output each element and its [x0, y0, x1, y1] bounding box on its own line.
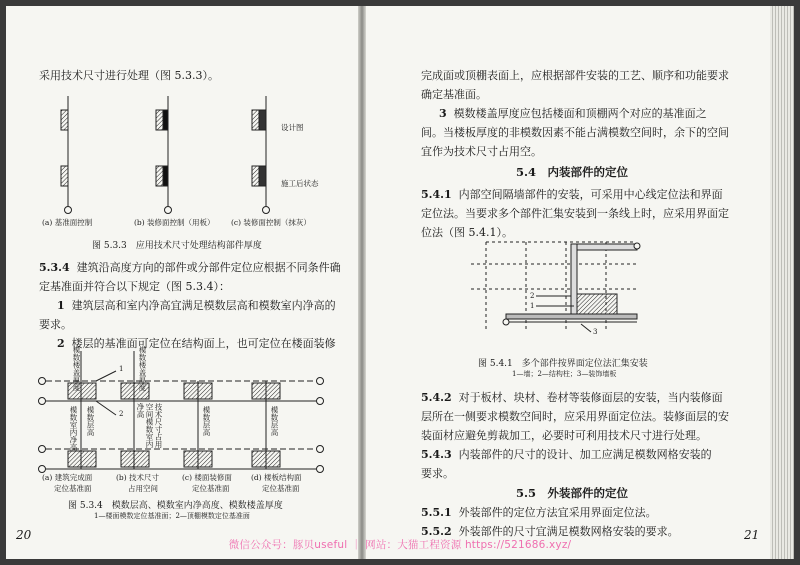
text: 内部空间隔墙部件的安装，可采用中心线定位法和界面: [458, 188, 723, 201]
clause-5-4-2-line3: 装面材应避免剪裁加工，必要时可利用技术尺寸进行处理。: [421, 429, 707, 442]
label-design: 设计图: [281, 123, 304, 132]
page-number-right: 21: [744, 528, 760, 542]
text: 外装部件的定位方法宜采用界面定位法。: [458, 506, 657, 519]
fig541-leader-3: 3: [593, 328, 598, 336]
item3-line1: [439, 104, 707, 123]
item3-line3: 宜作为技术尺寸占用空。: [421, 145, 542, 158]
clause-5-3-4-line1: [39, 258, 341, 277]
clause-5-4-3-line1: [421, 445, 712, 464]
fig541-leader-2: 2: [530, 292, 535, 300]
item3-line2: 间。当楼板厚度的非模数因素不能占满模数空间时，余下的空间: [421, 126, 729, 139]
leader-1: 1: [119, 365, 124, 373]
item-num: 2: [57, 337, 65, 350]
page-number-left: 20: [16, 528, 32, 542]
legend-5-4-1: 1—墙；2—结构柱；3—装饰墙板: [512, 370, 617, 378]
sub-d2-534: 定位基准面: [262, 484, 300, 493]
clause-num: 5.4.3: [421, 448, 452, 461]
sub-c2-534: 定位基准面: [192, 484, 230, 493]
sub-a-533: (a) 基准面控制: [42, 218, 93, 227]
clause-5-4-1-line1: [421, 185, 723, 204]
label-storey-c: 模数层高: [202, 406, 211, 436]
fig541-leader-1: 1: [530, 302, 535, 310]
book-spine: [358, 6, 366, 559]
clause-5-5-1: [421, 503, 657, 522]
clause-num: 5.3.4: [39, 261, 70, 274]
watermark-bottom: 微信公众号：豚贝useful ｜ 网站：大猫工程资源 https://521686.xyz/: [228, 539, 572, 551]
caption-5-3-4: 图 5.3.4 模数层高、模数室内净高度、模数楼盖厚度: [68, 501, 283, 511]
sub-b1-534: (b) 技术尺寸: [116, 473, 160, 482]
left-page: [6, 6, 358, 559]
clause-5-4-2-line2: 层所在一侧要求模数空间时，应采用界面定位法。装修面层的安: [421, 410, 729, 423]
text: 楼层的基准面可定位在结构面上，也可定位在楼面装修: [71, 337, 336, 350]
clause-num: 5.4.1: [421, 188, 452, 201]
clause-num: 5.5.2: [421, 525, 452, 538]
section-5-5-title: 5.5 外装部件的定位: [516, 486, 629, 500]
item1-line2: 要求。: [39, 318, 72, 331]
clause-5-4-2-line1: [421, 388, 723, 407]
clause-5-4-1-line3: 位法（图 5.4.1）。: [421, 226, 513, 239]
figure-5-3-4: [6, 351, 358, 471]
sub-b2-534: 占用空间: [128, 484, 158, 493]
sub-b-533: (b) 装修面控制（用板）: [134, 218, 215, 227]
page-edges: [770, 6, 794, 559]
label-storey-a: 模数层高: [86, 406, 95, 436]
label-tech-space: 技术尺寸占用空间模数室内净高: [136, 403, 163, 448]
text: 内装部件的尺寸的设计、加工应满足模数网格安装的: [458, 448, 712, 461]
label-floor-thickness-a: 模数楼盖厚度: [72, 346, 81, 391]
text: 建筑层高和室内净高宜满足模数层高和模数室内净高的: [71, 299, 336, 312]
line1: 完成面或顶棚表面上，应根据部件安装的工艺、顺序和功能要求: [421, 69, 729, 82]
line2: 确定基准面。: [421, 88, 487, 101]
figure-5-4-1: [366, 234, 770, 344]
caption-5-3-3: 图 5.3.3 应用技术尺寸处理结构部件厚度: [92, 241, 262, 251]
clause-5-3-4-line2: 定基准面并符合以下规定（图 5.3.4）：: [39, 280, 230, 293]
clause-5-4-1-line2: 定位法。当要求多个部件汇集安装到一条线上时，应采用界面定: [421, 207, 729, 220]
text: 外装部件的尺寸宜满足模数网格安装的要求。: [458, 525, 679, 538]
clause-5-4-3-line2: 要求。: [421, 467, 454, 480]
section-5-4-title: 5.4 内装部件的定位: [516, 165, 629, 179]
intro-line: 采用技术尺寸进行处理（图 5.3.3）。: [39, 69, 219, 82]
sub-d1-534: (d) 楼板结构面: [251, 473, 302, 482]
right-page: [366, 6, 770, 559]
clause-num: 5.4.2: [421, 391, 452, 404]
leader-2: 2: [119, 410, 124, 418]
item-num: 1: [57, 299, 65, 312]
sub-c1-534: (c) 楼面装修面: [182, 473, 232, 482]
legend-5-3-4: 1—楼面模数定位基准面；2—顶棚模数定位基准面: [94, 512, 250, 520]
clause-num: 5.5.1: [421, 506, 452, 519]
text: 建筑沿高度方向的部件或分部件定位应根据不同条件确: [76, 261, 341, 274]
item-num: 3: [439, 107, 447, 120]
label-net-height-a: 模数室内净高: [69, 406, 78, 451]
label-storey-d: 模数层高: [270, 406, 279, 436]
label-floor-thickness-b: 模数楼盖厚度: [138, 346, 147, 391]
text: 模数楼盖厚度应包括楼面和顶棚两个对应的基准面之: [453, 107, 707, 120]
text: 对于板材、块材、卷材等装修面层的安装，当内装修面: [458, 391, 723, 404]
sub-a1-534: (a) 建筑完成面: [42, 473, 93, 482]
label-built: 施工后状态: [281, 179, 319, 188]
sub-a2-534: 定位基准面: [54, 484, 92, 493]
item1-line1: [57, 296, 336, 315]
sub-c-533: (c) 装修面控制（抹灰）: [231, 218, 311, 227]
caption-5-4-1: 图 5.4.1 多个部件按界面定位法汇集安装: [478, 359, 648, 369]
